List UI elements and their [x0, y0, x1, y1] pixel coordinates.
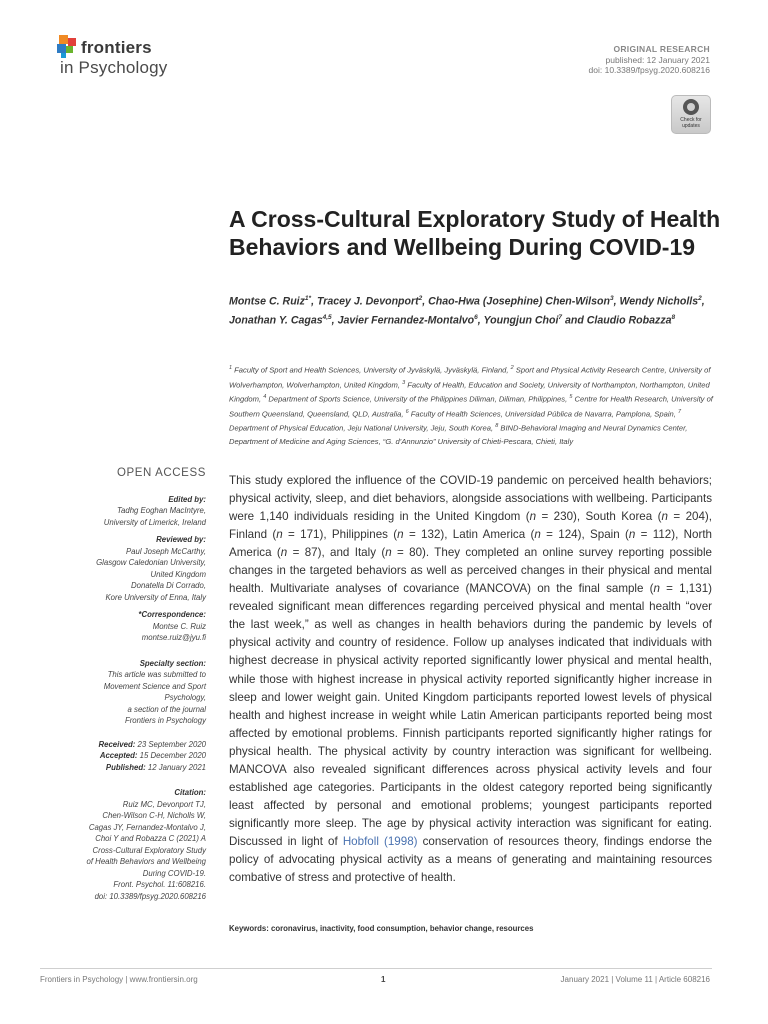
affiliation-marker: 2 [510, 365, 514, 371]
affiliation-marker: 3 [402, 379, 406, 386]
author-name[interactable]: Tracey J. Devonport [316, 295, 419, 308]
affiliation-text: Faculty of Sport and Health Sciences, University of Jyväskylä, Jyväskylä, Finland, [232, 365, 511, 375]
citation-line: of Health Behaviors and Wellbeing [86, 857, 206, 866]
abstract-text: conservation of resources theory, findings endorse the policy of advocating physical activity as a means of generating and maintaining resources combative of stress and protective of health. [229, 834, 713, 885]
reviewer-line: Glasgow Caledonian University, [96, 558, 206, 567]
abstract-text: = 204), Finland ( [229, 510, 713, 542]
author-name[interactable]: Chao-Hwa (Josephine) Chen-Wilson [428, 295, 610, 308]
footer-article-info: January 2021 | Volume 11 | Article 608216 [560, 975, 710, 984]
reviewer-line: United Kingdom [150, 569, 206, 579]
specialty-section [40, 658, 206, 727]
sample-size-symbol: n [385, 546, 392, 560]
author-name[interactable]: Youngjun Choi [483, 314, 559, 327]
journal-logo[interactable] [56, 34, 226, 84]
specialty-line: Frontiers in Psychology [124, 716, 206, 725]
abstract-text: This study explored the influence of the COVID-19 pandemic on perceived health behaviors; physical activity, sleep, and diet behaviors, alongside associations with wellbeing. Participants were 1,140 individuals residing in the United Kingdom ( [229, 474, 712, 524]
author-affiliation-marker: 2 [698, 295, 702, 302]
specialty-line: Movement Science and Sport [103, 681, 206, 691]
correspondence-heading: *Correspondence: [138, 610, 206, 619]
badge-label-1: Check for [680, 117, 702, 123]
author-list: Montse C. Ruiz$^{1*}$, Tracey J. Devonport$^2$, Chao-Hwa (Josephine) Chen-Wilson$^3$, Wendy Nicholls$^2$, Jonathan Y. Cagas$^{4,5}$, Javier Fernandez-Montalvo$^6$, Youngjun Choi$^7$ and Claudio Robazza$^8$ [229, 295, 705, 327]
affiliation-text: Faculty of Health Sciences, Universidad Pública de Navarra, Pamplona, Spain, [408, 409, 678, 419]
citation-heading: Citation: [174, 788, 206, 797]
journal-name: in Psychology [60, 58, 168, 77]
abstract-text: = 112), North America ( [229, 528, 712, 560]
sample-size-symbol: n [628, 528, 636, 542]
author-affiliation-marker: 4,5 [322, 313, 332, 321]
reviewed-by-heading: Reviewed by: [156, 535, 206, 544]
edited-by-heading: Edited by: [168, 494, 206, 504]
citation-section [40, 787, 206, 902]
received-label: Received: [98, 739, 136, 749]
affiliation-marker: 6 [405, 408, 409, 415]
open-access-label: OPEN ACCESS [116, 467, 206, 479]
sample-size-symbol: n [280, 546, 288, 560]
footer-journal[interactable]: Frontiers in Psychology | www.frontiersin.org [40, 975, 198, 984]
abstract-text: = 230), South Korea ( [536, 510, 662, 524]
keywords: Keywords: coronavirus, inactivity, food consumption, behavior change, resources [229, 924, 534, 933]
accepted-value: 15 December 2020 [137, 751, 206, 760]
correspondence-name: Montse C. Ruiz [152, 621, 206, 631]
sample-size-symbol: n [397, 528, 404, 542]
brand-name: frontiers [81, 38, 152, 57]
edited-by-section [40, 494, 206, 529]
citation-line: Chen-Wilson C-H, Nicholls W, [102, 811, 206, 820]
reviewer-line: Donatella Di Corrado, [131, 581, 206, 590]
correspondence-section [40, 609, 206, 644]
affiliation-marker: 5 [569, 394, 573, 401]
accepted-label: Accepted: [99, 751, 138, 760]
published-date-sidebar [40, 762, 206, 774]
reviewer-line: Kore University of Enna, Italy [105, 592, 206, 602]
specialty-heading: Specialty section: [139, 658, 206, 668]
citation-line: Cagas JY, Fernandez-Montalvo J, [88, 822, 206, 832]
author-name[interactable]: Wendy Nicholls [619, 295, 699, 308]
citation-line: Ruiz MC, Devonport TJ, [122, 799, 206, 809]
editor-line: Tadhg Eoghan MacIntyre, [116, 506, 206, 515]
affiliation-text: Sport and Physical Activity Research Centre, University of Wolverhampton, Wolverhampton, United Kingdom, [229, 365, 711, 390]
author-affiliation-marker: 2 [418, 295, 423, 302]
affiliation-text: Centre for Health Research, University of Southern Queensland, Queensland, QLD, Australia, [229, 394, 713, 419]
author-affiliation-marker: 6 [474, 313, 478, 321]
check-updates-icon [683, 99, 699, 115]
affiliations [229, 362, 719, 448]
reviewed-by-section [40, 534, 206, 603]
sample-size-symbol: n [653, 582, 660, 596]
author-name[interactable]: and Claudio Robazza [564, 314, 672, 327]
citation-line: During COVID-19. [142, 868, 206, 878]
author-name[interactable]: Montse C. Ruiz [229, 295, 305, 308]
affiliation-marker: 7 [677, 408, 682, 415]
affiliation-marker: 1 [229, 365, 233, 371]
author-affiliation-marker: 8 [671, 313, 676, 321]
abstract-text: = 1,131) revealed significant mean differences regarding perceived physical and mental health “over the last week,” as well as changes in health behaviors during the pandemic by levels of physical activity and country of residence. Follow up analyses indicated that individuals with highest decrease in physical activity reported significantly lower physical and mental health, while those with highest increase in physical activity reported significantly higher increase in sleep and lower weight gain. United Kingdom participants reported lowest levels of physical health and highest increase in weight while Latin American participants reported being most affected by emotional problems. Finnish participants reported significantly higher ratings for physical health. The physical activity by country interaction was significant for wellbeing. MANCOVA also revealed significant differences across physical activity levels and four established age categories. Participants in the oldest category reported being significantly least affected by personal and emotional problems; youngest participants reported significantly more sleep. The age by physical activity interaction was significant for eating. Discussed in light of [229, 582, 712, 848]
abstract-text: = 124), Spain ( [540, 528, 629, 542]
sample-size-symbol: n [661, 510, 668, 524]
abstract-text: = 80). They completed an online survey reporting possible changes in the targeted behaviors as well as perceived changes in their physical and mental health. Multivariate analyses of covariance (MANCOVA) on the final sample ( [229, 546, 712, 596]
page-number: 1 [381, 975, 386, 984]
affiliation-text: Department of Physical Education, Jeju National University, Jeju, South Korea, [229, 423, 496, 433]
affiliation-text: Faculty of Health, Education and Society, University of Northampton, Northampton, United Kingdom, [229, 380, 710, 404]
dates-section [40, 739, 206, 774]
check-for-updates-badge[interactable] [671, 95, 711, 134]
sample-size-symbol: n [276, 528, 283, 542]
reference-link[interactable]: Hobfoll (1998) [342, 834, 418, 848]
published-value: 12 January 2021 [145, 762, 206, 772]
citation-doi[interactable]: doi: 10.3389/fpsyg.2020.608216 [94, 891, 206, 901]
author-affiliation-marker: 1* [304, 295, 312, 302]
article-doi[interactable]: doi: 10.3389/fpsyg.2020.608216 [588, 65, 710, 75]
editor-line: University of Limerick, Ireland [103, 517, 206, 527]
article-type: ORIGINAL RESEARCH [613, 44, 710, 54]
specialty-line: This article was submitted to [107, 670, 206, 679]
author-name[interactable]: Javier Fernandez-Montalvo [337, 314, 475, 327]
specialty-line: a section of the journal [127, 704, 206, 714]
citation-line: Choi Y and Robazza C (2021) A [95, 834, 206, 843]
badge-label-2: updates [682, 123, 700, 129]
published-date: published: 12 January 2021 [605, 54, 710, 65]
affiliation-text: BIND-Behavioral Imaging and Neural Dynamics Center, Department of Medicine and Aging Sciences, “G. d’Annunzio” University of Chieti-Pescara, Chieti, Italy [229, 423, 688, 446]
affiliation-marker: 8 [495, 423, 499, 430]
citation-line: Front. Psychol. 11:608216. [113, 880, 206, 889]
frontiers-logo-icon [56, 34, 80, 60]
abstract [229, 472, 712, 887]
article-info [589, 44, 710, 76]
affiliation-marker: 4 [263, 394, 267, 401]
abstract-text: = 132), Latin America ( [403, 528, 535, 542]
abstract-text: = 87), and Italy ( [287, 546, 386, 560]
accepted-date [40, 750, 206, 762]
author-affiliation-marker: 7 [558, 313, 563, 321]
sample-size-symbol: n [529, 510, 537, 524]
author-affiliation-marker: 3 [609, 295, 614, 302]
correspondence-email[interactable]: montse.ruiz@jyu.fi [141, 633, 206, 642]
received-date [40, 739, 206, 751]
author-name[interactable]: Jonathan Y. Cagas [229, 314, 323, 327]
article-sidebar [40, 468, 206, 908]
citation-line: Cross-Cultural Exploratory Study [92, 845, 206, 855]
footer-divider [40, 968, 712, 969]
affiliation-text: Department of Sports Science, University of the Philippines Diliman, Diliman, Philippines, [266, 394, 570, 404]
sample-size-symbol: n [534, 528, 541, 542]
reviewer-line: Paul Joseph McCarthy, [125, 546, 206, 556]
abstract-text: = 171), Philippines ( [282, 528, 398, 542]
article-title: A Cross-Cultural Exploratory Study of Health Behaviors and Wellbeing During COVID-19 [229, 206, 721, 260]
received-value: 23 September 2020 [135, 739, 206, 749]
specialty-line: Psychology, [164, 693, 206, 702]
published-label: Published: [105, 762, 146, 772]
